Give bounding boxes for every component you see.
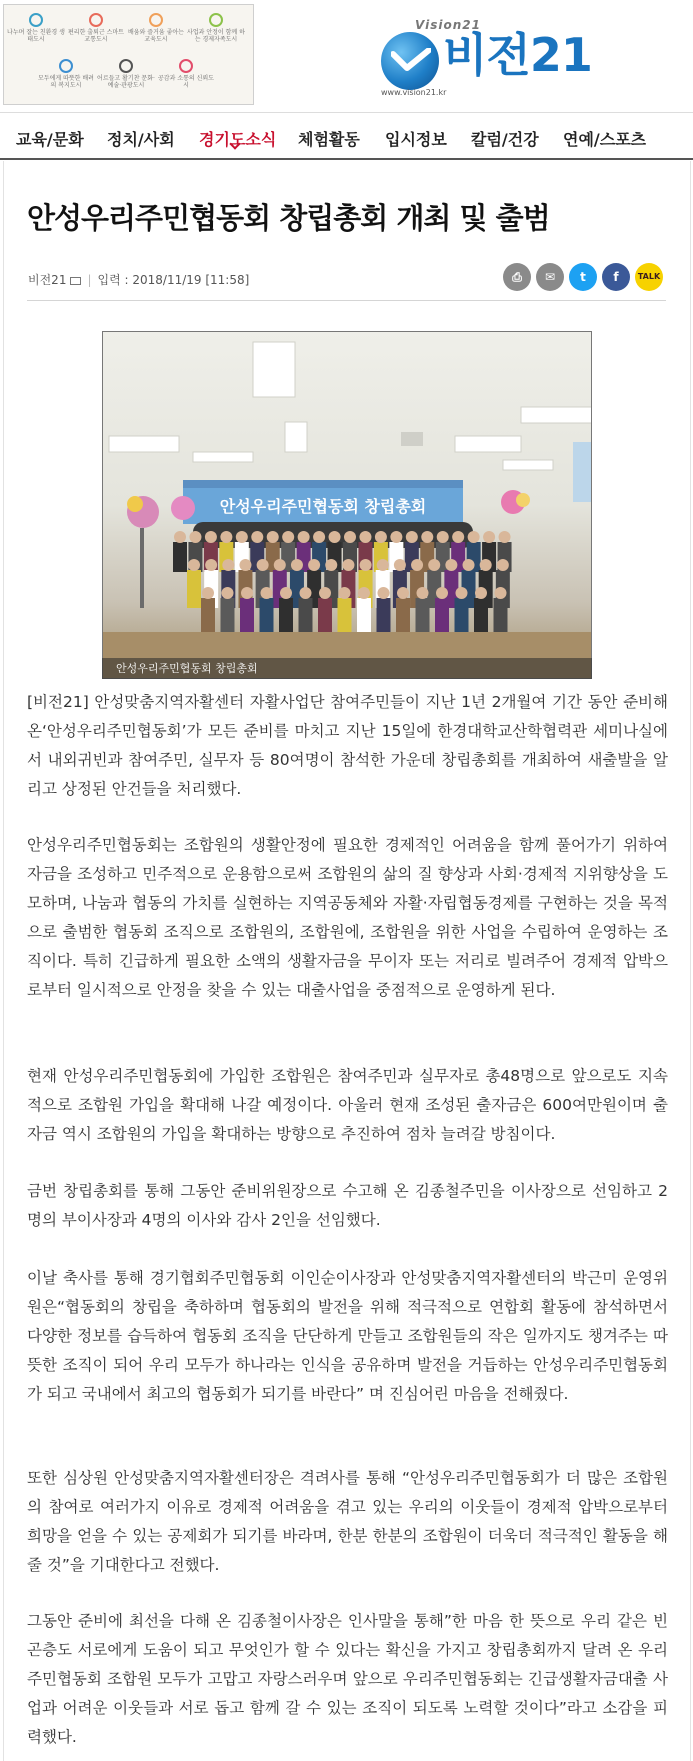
banner-item-label: 모두에게 따뜻한 배려의 복지도시 xyxy=(38,75,94,89)
paragraph-6: 또한 심상원 안성맞춤지역자활센터장은 격려사를 통해 “안성우리주민협동회가 더 많은 조합원의 참여로 여러가지 이유로 경제적 어려움을 겪고 있는 우리의 이웃들이 경제적 압박으로부터 희망을 얻을 수 있는 공제회가 되기를 바라며, 한분 한분의 조합원이 더욱더 적극적인 활동을 해줄 것”을 기대한다고 전했다. xyxy=(27,1469,668,1574)
author-name[interactable]: 비전21 xyxy=(28,273,67,287)
photo-person-head xyxy=(205,559,217,571)
photo-person-head xyxy=(220,531,232,543)
article-meta xyxy=(28,271,249,288)
email-icon[interactable]: ✉ xyxy=(536,263,564,291)
banner-item xyxy=(6,13,66,43)
paragraph-5: 이날 축사를 통해 경기협회주민협동회 이인순이사장과 안성맞춤지역자활센터의 박근미 운영위원은“협동회의 창립을 축하하며 협동회의 발전을 위해 적극적으로 연합회 활동에 참석하면서 다양한 정보를 습득하여 협동회 조직을 단단하게 만들고 조합원들의 작은 일까지도 챙겨주는 따뜻한 조직이 되어 우리 모두가 하나라는 인식을 공유하며 발전을 거듭하는 안성우리주민협동회가 되고 국내에서 최고의 협동회가 되기를 바란다” 며 진심어린 마음을 전해줬다. xyxy=(27,1269,668,1403)
logo-top-text: Vision21 xyxy=(415,18,481,32)
photo-person-head xyxy=(499,531,511,543)
banner-item-icon xyxy=(89,13,103,27)
photo-person-head xyxy=(329,531,341,543)
banner-item-label: 공감과 소통의 신뢰도시 xyxy=(158,75,214,89)
photo-person-head xyxy=(495,587,507,599)
twitter-icon[interactable]: t xyxy=(569,263,597,291)
photo-person-head xyxy=(189,531,201,543)
nav-item[interactable]: 입시정보 xyxy=(385,130,447,149)
photo-person-head xyxy=(308,559,320,571)
banner-item xyxy=(186,13,246,43)
nav-item[interactable]: 교육/문화 xyxy=(16,130,84,149)
photo-person-head xyxy=(456,587,468,599)
photo-person-head xyxy=(274,559,286,571)
paragraph-7: 그동안 준비에 최선을 다해 온 김종철이사장은 인사말을 통해”한 마음 한 뜻으로 우리 같은 빈곤층도 서로에게 도움이 되고 무엇인가 할 수 있다는 확신을 가지고 창립총회까지 달려 온 우리주민협동회 조합원 모두가 고맙고 자랑스러우며 앞으로 우리주민협동회는 긴급생활자금대출 사업과 어려운 이웃들과 서로 돕고 함께 갈 수 있는 조직이 되도록 노력할 것이다”라고 소감을 피력했다. xyxy=(27,1612,668,1746)
photo-person-head xyxy=(445,559,457,571)
nav-item[interactable]: 칼럼/건강 xyxy=(471,130,539,149)
photo-person-head xyxy=(483,531,495,543)
photo-person-head xyxy=(475,587,487,599)
divider xyxy=(27,300,666,301)
photo-person-head xyxy=(463,559,475,571)
photo-person-head xyxy=(267,531,279,543)
banner-item-label: 사업과 안정이 함께 하는 경제자족도시 xyxy=(187,29,245,43)
photo-person xyxy=(187,570,201,608)
photo-person-head xyxy=(452,531,464,543)
photo-person-head xyxy=(300,587,312,599)
publish-date: 입력 : 2018/11/19 [11:58] xyxy=(97,273,250,287)
photo-person-head xyxy=(428,559,440,571)
banner-item-label: 편리한 출퇴근 스마트 교통도시 xyxy=(68,29,124,43)
banner-item-icon xyxy=(59,59,73,73)
photo-person-head xyxy=(257,559,269,571)
photo-person-head xyxy=(359,531,371,543)
photo-caption: 안성우리주민협동회 창립총회 xyxy=(102,658,592,679)
nav-item[interactable]: 경기도소식 xyxy=(199,130,277,149)
photo-person-head xyxy=(222,587,234,599)
banner-item-icon xyxy=(29,13,43,27)
print-icon[interactable]: ⎙ xyxy=(503,263,531,291)
photo-person-head xyxy=(298,531,310,543)
paragraph-3: 현재 안성우리주민협동회에 가입한 조합원은 참여주민과 실무자로 총48명으로 앞으로도 지속적으로 조합원 가입을 확대해 나갈 예정이다. 아울러 현재 조성된 출자금은 600여만원이며 출자금 역시 조합원의 가입을 확대하는 방향으로 추진하여 점차 늘려갈 방침이다. xyxy=(27,1067,668,1143)
photo-person-head xyxy=(394,559,406,571)
banner-item xyxy=(156,59,216,89)
photo-person-head xyxy=(344,531,356,543)
photo-person-head xyxy=(313,531,325,543)
banner-item-icon xyxy=(119,59,133,73)
photo-person-head xyxy=(497,559,509,571)
banner-item-icon xyxy=(179,59,193,73)
photo-person-head xyxy=(377,559,389,571)
photo-person-head xyxy=(325,559,337,571)
photo-person-head xyxy=(436,587,448,599)
promo-banner[interactable] xyxy=(3,4,254,105)
logo-url: www.vision21.kr xyxy=(381,88,447,97)
paragraph-2: 안성우리주민협동회는 조합원의 생활안정에 필요한 경제적인 어려움을 함께 풀어가기 위하여 자금을 조성하고 민주적으로 운용함으로써 조합원의 삶의 질 향상과 사회·경제적 지위향상을 도모하며, 나눔과 협동의 가치를 실현하는 지역공동체와 자활·자립협동경제를 구현하는 것을 목적으로 출범한 협동회 조직으로 조합원의, 조합원에, 조합원을 위한 사업을 수립하여 운영하는 조직이다. 특히 긴급하게 필요한 소액의 생활자금을 무이자 또는 저리로 빌려주어 경제적 압박으로부터 일시적으로 안정을 찾을 수 있는 대출사업을 중점적으로 운영하게 된다. xyxy=(27,836,668,999)
photo-person-head xyxy=(360,559,372,571)
banner-item-label: 배움와 즐거움 좋아는 교육도시 xyxy=(128,29,184,43)
photo-banner-text: 안성우리주민협동회 창립총회 xyxy=(219,497,427,516)
photo-person-head xyxy=(222,559,234,571)
group-photo-illustration xyxy=(103,332,592,679)
photo-person-head xyxy=(241,587,253,599)
main-nav xyxy=(0,112,693,160)
site-logo[interactable] xyxy=(381,18,601,98)
photo-person-head xyxy=(397,587,409,599)
logo-text: 비전21 xyxy=(443,28,592,82)
paragraph-1: [비전21] 안성맞춤지역자활센터 자활사업단 참여주민들이 지난 1년 2개월여 기간 동안 준비해 온‘안성우리주민협동회’가 모든 준비를 마치고 지난 15일에 한경대학교산학협력관 세미나실에서 내외귀빈과 참여주민, 실무자 등 80여명이 참석한 가운데 창립총회를 개최하여 새출발을 알리고 상정된 안건들을 처리했다. xyxy=(27,693,668,798)
photo-person-head xyxy=(342,559,354,571)
banner-item-label: 나누며 잘는 친환경 생태도시 xyxy=(7,29,65,43)
facebook-icon[interactable]: f xyxy=(602,263,630,291)
photo-person-head xyxy=(378,587,390,599)
banner-item-icon xyxy=(209,13,223,27)
photo-person-head xyxy=(375,531,387,543)
photo-person-head xyxy=(280,587,292,599)
photo-person-head xyxy=(390,531,402,543)
photo-person-head xyxy=(251,531,263,543)
photo-person-head xyxy=(358,587,370,599)
article-photo xyxy=(102,331,592,679)
photo-person-head xyxy=(239,559,251,571)
photo-person-head xyxy=(202,587,214,599)
photo-person-head xyxy=(282,531,294,543)
banner-item xyxy=(36,59,96,89)
banner-item-icon xyxy=(149,13,163,27)
photo-person-head xyxy=(291,559,303,571)
banner-item xyxy=(96,59,156,89)
nav-item[interactable]: 체험활동 xyxy=(298,130,360,149)
photo-person-head xyxy=(437,531,449,543)
photo-person-head xyxy=(236,531,248,543)
photo-person-head xyxy=(205,531,217,543)
photo-person-head xyxy=(188,559,200,571)
photo-person-head xyxy=(417,587,429,599)
photo-person-head xyxy=(411,559,423,571)
meta-separator: | xyxy=(87,273,92,287)
photo-person-head xyxy=(421,531,433,543)
banner-item xyxy=(126,13,186,43)
photo-person-head xyxy=(468,531,480,543)
photo-person-head xyxy=(339,587,351,599)
photo-person-head xyxy=(319,587,331,599)
logo-check-icon xyxy=(391,48,431,72)
photo-person-head xyxy=(261,587,273,599)
photo-person-head xyxy=(406,531,418,543)
nav-item[interactable]: 연예/스포츠 xyxy=(563,130,647,149)
mail-icon[interactable] xyxy=(70,277,81,285)
article-title: 안성우리주민협동회 창립총회 개최 및 출범 xyxy=(27,201,550,235)
banner-item xyxy=(66,13,126,43)
nav-item[interactable]: 정치/사회 xyxy=(107,130,175,149)
kakaotalk-icon[interactable]: TALK xyxy=(635,263,663,291)
photo-person xyxy=(173,542,187,572)
photo-person-head xyxy=(174,531,186,543)
paragraph-4: 금번 창립총회를 통해 그동안 준비위원장으로 수고해 온 김종철주민을 이사장으로 선임하고 2명의 부이사장과 4명의 이사와 감사 2인을 선임했다. xyxy=(27,1182,668,1229)
banner-item-label: 어르들고 활기찬 문화·예술·관광도시 xyxy=(97,75,155,89)
photo-person-head xyxy=(480,559,492,571)
